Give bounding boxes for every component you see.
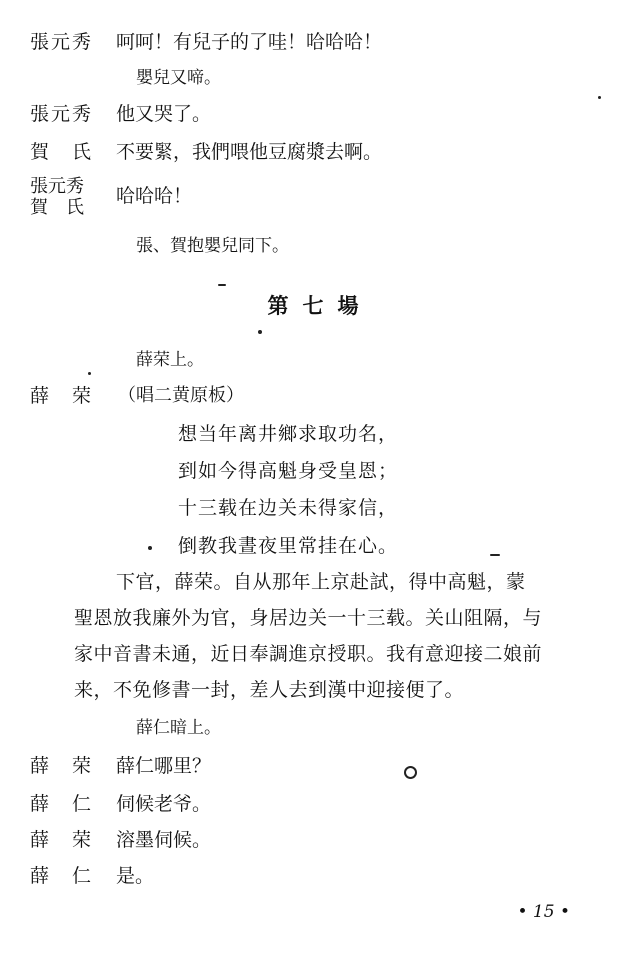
print-speck: [490, 554, 500, 556]
stage-direction: 張、賀抱嬰兒同下。: [136, 236, 289, 256]
print-speck: [148, 546, 152, 550]
speaker-label: 賀 氏: [30, 197, 84, 218]
verse-line: 十三载在边关未得家信，: [178, 497, 399, 519]
speaker-label: 賀 氏: [30, 141, 94, 163]
dialogue-line: 哈哈哈！: [116, 185, 193, 207]
speaker-label: 張元秀: [30, 103, 94, 125]
dialogue-line: 不要緊，我們喂他豆腐漿去啊。: [116, 141, 383, 163]
stage-direction: 嬰兒又啼。: [136, 68, 221, 88]
verse-line: 到如今得高魁身受皇恩；: [178, 460, 399, 482]
speaker-label: 薛 荣: [30, 755, 94, 777]
stage-direction: 薛仁暗上。: [136, 718, 221, 738]
prose-line: 下官，薛荣。自从那年上京赴試，得中高魁，蒙: [116, 571, 526, 593]
prose-line: 来，不免修書一封，差人去到漢中迎接便了。: [74, 679, 465, 701]
scene-title: 第七場: [267, 293, 373, 318]
print-speck: [258, 330, 262, 334]
page-number: • 15 •: [517, 902, 570, 922]
print-speck: [218, 284, 226, 286]
speaker-label: 薛 仁: [30, 793, 94, 815]
print-speck: [88, 372, 91, 375]
joint-speakers: [30, 176, 84, 218]
speaker-label: 張元秀: [30, 31, 94, 53]
dialogue-line: 伺候老爷。: [116, 793, 212, 815]
print-speck: [598, 96, 601, 99]
verse-line: 倒教我晝夜里常挂在心。: [178, 535, 399, 557]
stage-direction: 薛荣上。: [136, 350, 204, 370]
dialogue-line: 呵呵！有兒子的了哇！哈哈哈！: [116, 31, 383, 53]
dialogue-line: 他又哭了。: [116, 103, 212, 125]
speaker-label: 張元秀: [30, 176, 84, 197]
print-speck: [404, 766, 417, 779]
speaker-label: 薛 仁: [30, 865, 94, 887]
dialogue-line: 薛仁哪里？: [116, 755, 212, 777]
dialogue-line: 是。: [116, 865, 155, 887]
verse-line: 想当年离井鄉求取功名，: [178, 423, 399, 445]
song-cue: （唱二黄原板）: [118, 385, 244, 406]
prose-line: 聖恩放我廉外为官，身居边关一十三载。关山阻隔，与: [74, 607, 543, 629]
prose-line: 家中音書未通，近日奉調進京授职。我有意迎接二娘前: [74, 643, 543, 665]
speaker-label: 薛 荣: [30, 829, 94, 851]
speaker-label: 薛 荣: [30, 385, 94, 407]
dialogue-line: 溶墨伺候。: [116, 829, 212, 851]
